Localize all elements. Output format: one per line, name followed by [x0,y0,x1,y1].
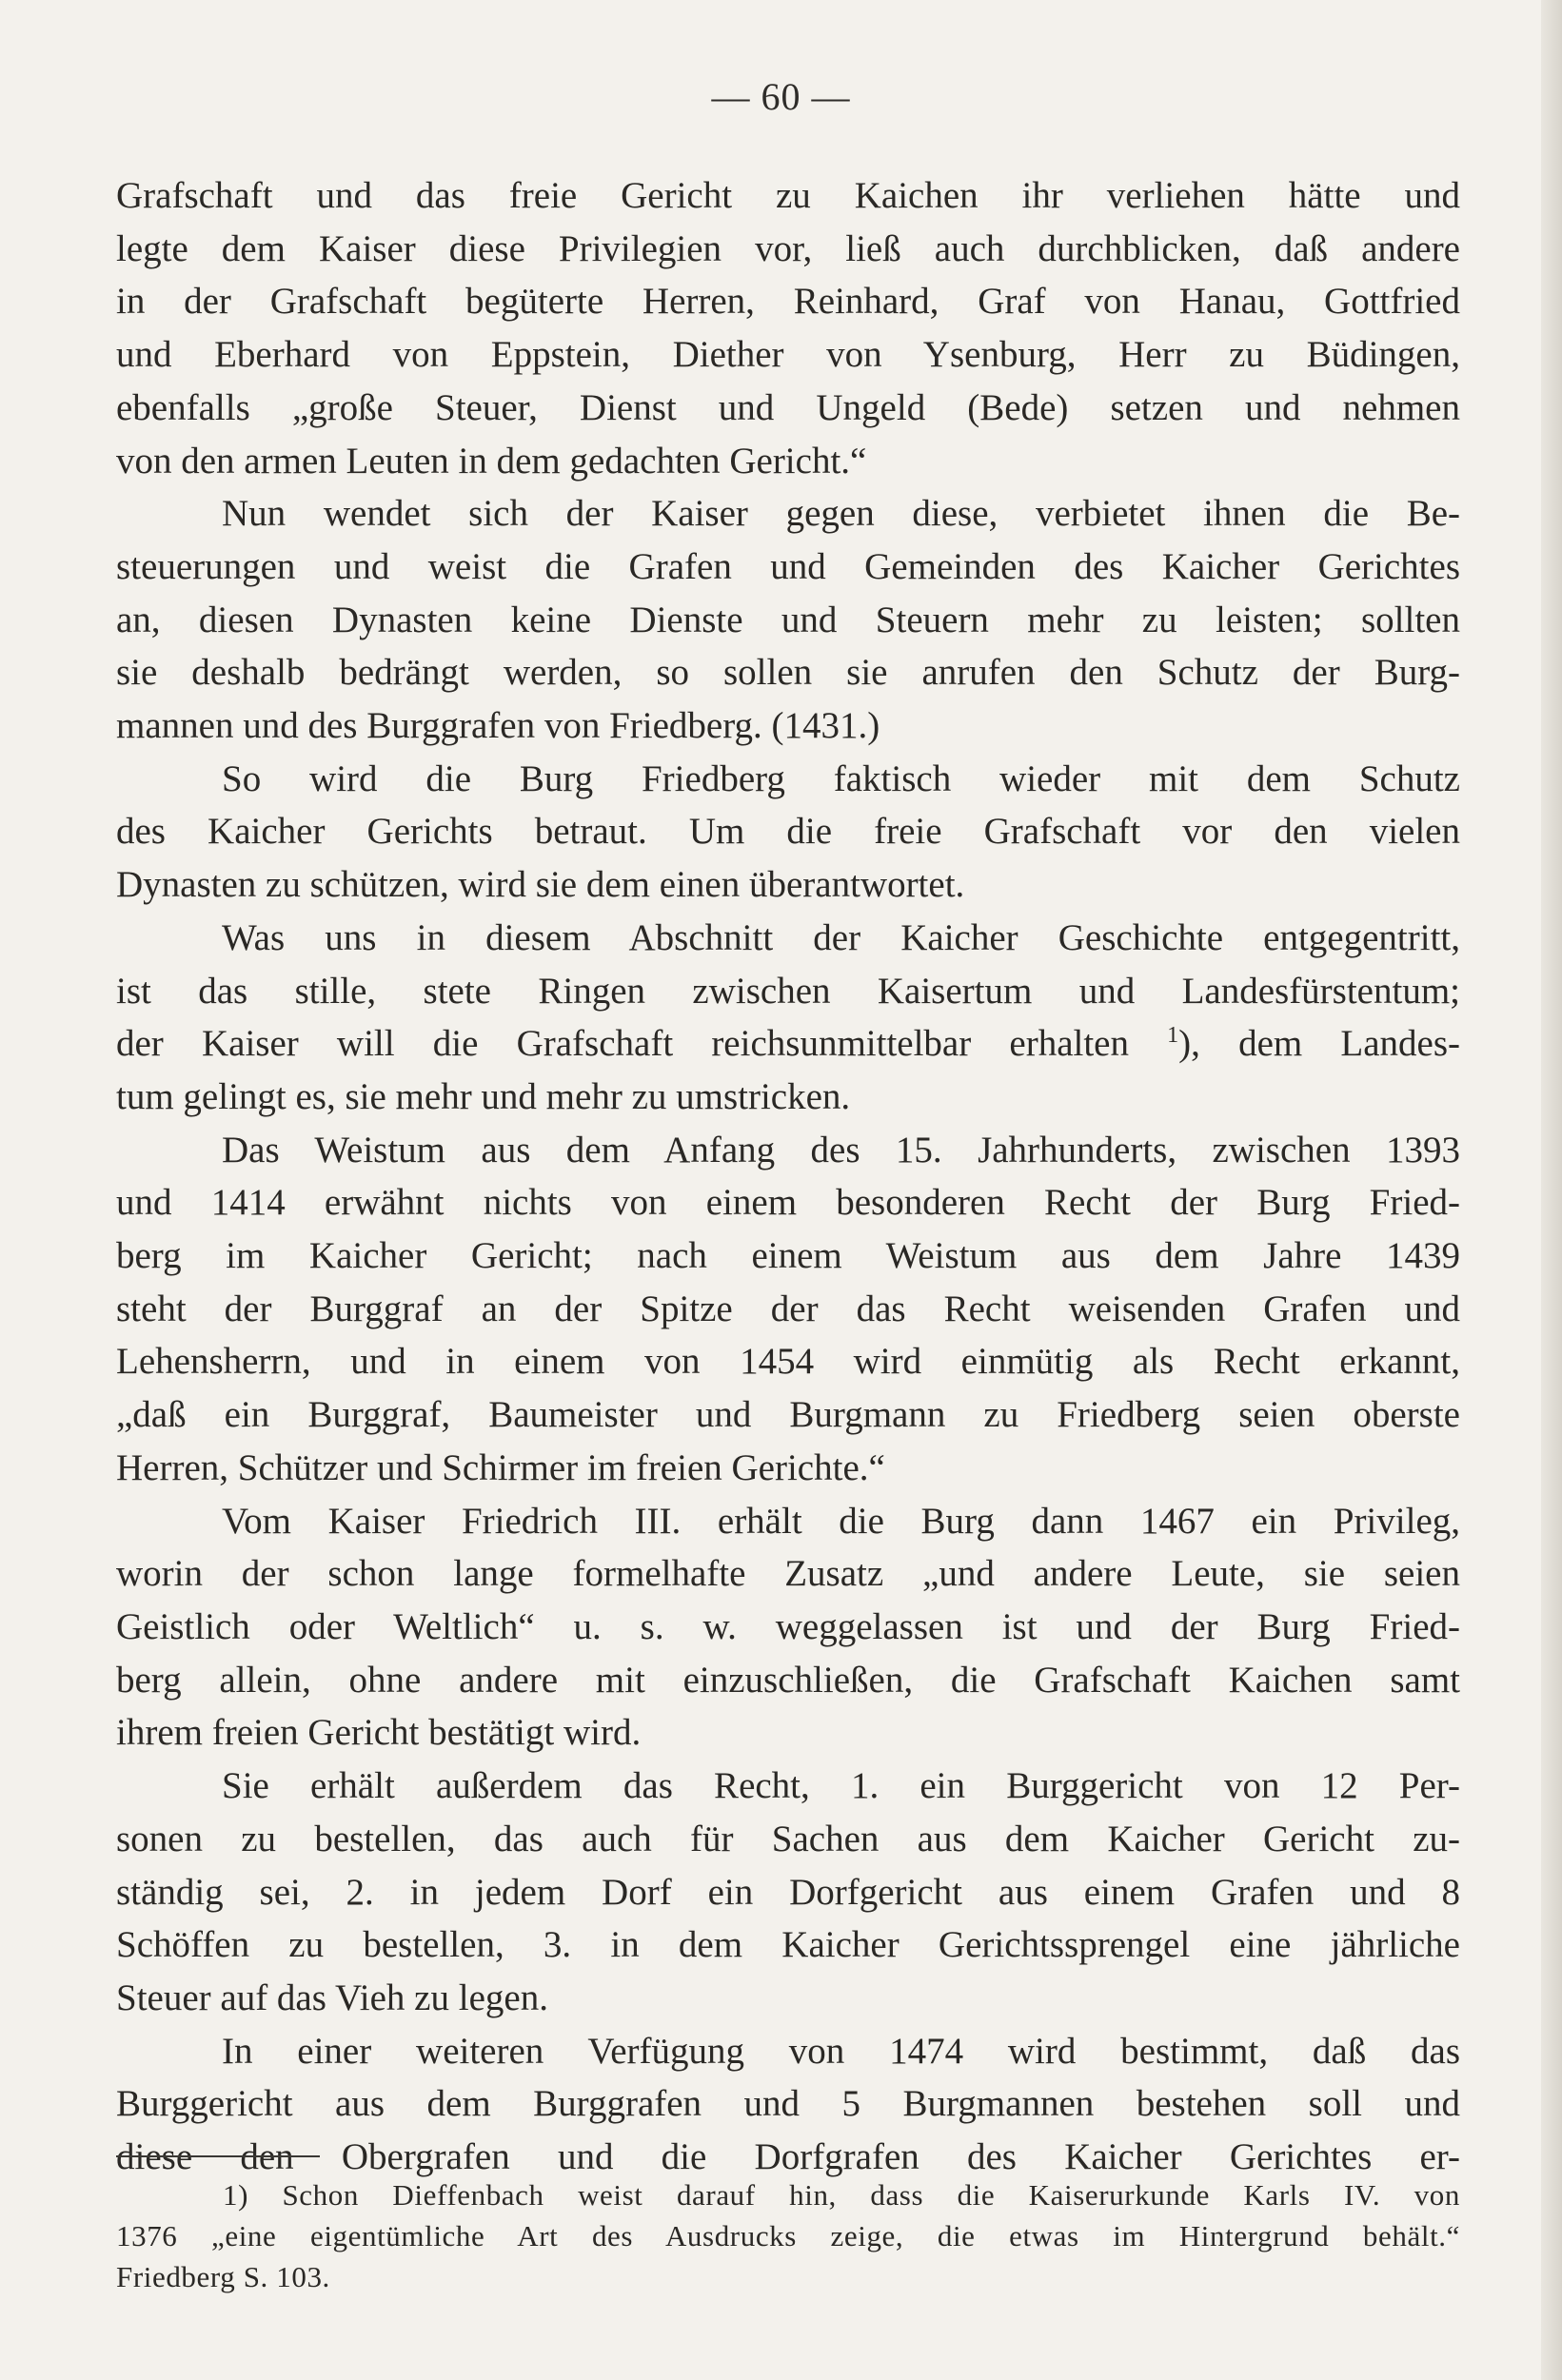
text-line: Vom Kaiser Friedrich III. erhält die Burg dann 1467 ein Privileg, [222,1500,1460,1542]
text-fragment: ), dem Landes- [1178,1023,1460,1065]
text-line: tum gelingt es, sie mehr und mehr zu umstricken. [116,1075,851,1117]
text-line: ständig sei, 2. in jedem Dorf ein Dorfgericht aus einem Grafen und 8 [116,1871,1460,1913]
text-line: Schöffen zu bestellen, 3. in dem Kaicher Gerichtssprengel eine jährliche [116,1924,1460,1966]
text-line: ebenfalls „große Steuer, Dienst und Ungeld (Bede) setzen und nehmen [116,386,1460,428]
text-line: diese den Obergrafen und die Dorfgrafen des Kaicher Gerichtes er- [116,2136,1460,2178]
footnote-line: 1376 „eine eigentümliche Art des Ausdrucks zeige, die etwas im Hintergrund behält.“ [116,2219,1460,2252]
footnote-divider [116,2155,320,2157]
text-line: steht der Burggraf an der Spitze der das Recht weisenden Grafen und [116,1288,1460,1329]
footnote-text: Schon Dieffenbach weist darauf hin, dass die Kaiserurkunde Karls IV. von [282,2178,1460,2212]
text-line: in der Grafschaft begüterte Herren, Reinhard, Graf von Hanau, Gottfried [116,281,1460,323]
page-edge-shadow [1541,0,1562,2380]
text-line: und Eberhard von Eppstein, Diether von Ysenburg, Herr zu Büdingen, [116,334,1460,376]
footnote-reference: 1 [1167,1023,1179,1049]
text-line: Herren, Schützer und Schirmer im freien Gerichte.“ [116,1446,885,1488]
text-line: sonen zu bestellen, das auch für Sachen aus dem Kaicher Gericht zu- [116,1818,1460,1859]
text-line-with-footnote [116,1017,1460,1071]
text-line: legte dem Kaiser diese Privilegien vor, ließ auch durchblicken, daß andere [116,227,1460,269]
text-line: berg im Kaicher Gericht; nach einem Weistum aus dem Jahre 1439 [116,1235,1460,1277]
text-line: ihrem freien Gericht bestätigt wird. [116,1712,642,1754]
text-line: Sie erhält außerdem das Recht, 1. ein Burggericht von 12 Per- [222,1765,1460,1807]
text-line: In einer weiteren Verfügung von 1474 wird bestimmt, daß das [222,2030,1460,2072]
text-fragment: der Kaiser will die Grafschaft reichsunmittelbar erhalten [116,1023,1129,1065]
text-line: Steuer auf das Vieh zu legen. [116,1977,548,2018]
text-line: des Kaicher Gerichts betraut. Um die freie Grafschaft vor den vielen [116,811,1460,853]
text-line: Lehensherrn, und in einem von 1454 wird einmütig als Recht erkannt, [116,1341,1460,1383]
text-line: ist das stille, stete Ringen zwischen Kaisertum und Landesfürstentum; [116,970,1460,1012]
text-line: an, diesen Dynasten keine Dienste und Steuern mehr zu leisten; sollten [116,599,1460,640]
text-line: Was uns in diesem Abschnitt der Kaicher Geschichte entgegentritt, [222,916,1460,958]
text-line: berg allein, ohne andere mit einzuschließen, die Grafschaft Kaichen samt [116,1659,1460,1701]
text-line: mannen und des Burggrafen von Friedberg. (1431.) [116,705,880,747]
text-line: Geistlich oder Weltlich“ u. s. w. weggelassen ist und der Burg Fried- [116,1605,1460,1647]
footnote-line [116,2174,1460,2215]
body-text [116,169,1460,2184]
page-number: — 60 — [711,75,851,118]
text-line: steuerungen und weist die Grafen und Gemeinden des Kaicher Gerichtes [116,545,1460,587]
text-line: sie deshalb bedrängt werden, so sollen sie anrufen den Schutz der Burg- [116,652,1460,694]
text-line: Burggericht aus dem Burggrafen und 5 Burgmannen bestehen soll und [116,2083,1460,2125]
text-line: worin der schon lange formelhafte Zusatz „und andere Leute, sie seien [116,1553,1460,1595]
text-line: Das Weistum aus dem Anfang des 15. Jahrhunderts, zwischen 1393 [222,1129,1460,1170]
text-line: von den armen Leuten in dem gedachten Gericht.“ [116,440,867,482]
footnote-number: 1) [223,2178,249,2212]
text-line: Grafschaft und das freie Gericht zu Kaichen ihr verliehen hätte und [116,175,1460,216]
text-line: Nun wendet sich der Kaiser gegen diese, verbietet ihnen die Be- [222,493,1460,535]
text-line: und 1414 erwähnt nichts von einem besonderen Recht der Burg Fried- [116,1182,1460,1224]
text-line: Dynasten zu schützen, wird sie dem einen überantwortet. [116,864,965,906]
text-line: „daß ein Burggraf, Baumeister und Burgmann zu Friedberg seien oberste [116,1394,1460,1436]
footnote [116,2174,1460,2297]
footnote-line: Friedberg S. 103. [116,2260,330,2293]
text-line: So wird die Burg Friedberg faktisch wieder mit dem Schutz [222,757,1460,799]
